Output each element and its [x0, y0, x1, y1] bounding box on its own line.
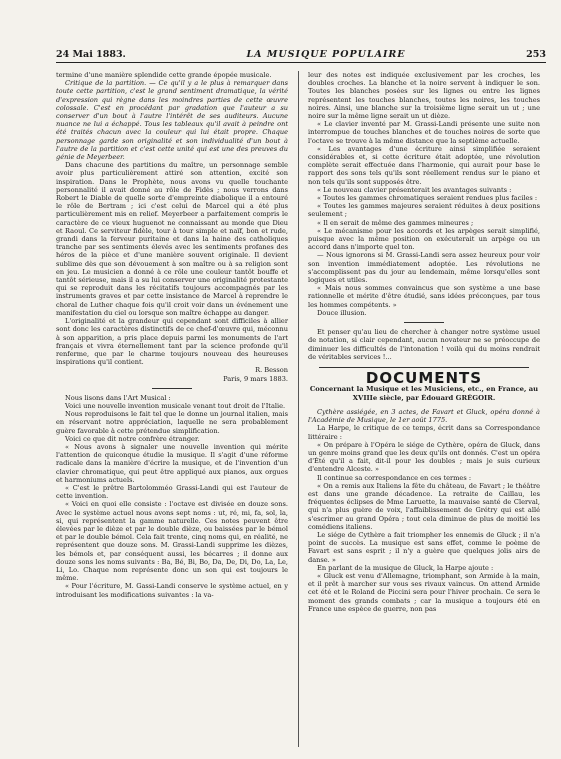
- left-paragraph: « C'est le prêtre Bartolomméo Grassi-Landi qui est l'auteur de cette invention.: [56, 483, 288, 501]
- separator-rule: [152, 388, 192, 389]
- left-paragraph: « Voici en quoi elle consiste : l'octave est divisée en douze sons. Avec le système actuel nous avons sept noms : ut, ré, mi, fa, sol, la, si, qui représentent la gamme naturelle. Ces notes peuvent être élevées par le dièze et par le double dièze, ou baissées par le bémol et par le double bémol. Cela fait trente, cinq noms qui, en réalité, ne représentent que douze sons. M. Grassi-Landi supprime les dièzes, les bémols et, par conséquent aussi, les bécarres ; il donne aux douze sons les noms suivants : Ba, Bé, Bi, Bo, Da, De, Di, Do, La, Le, Li, Lo. Chaque nom représente donc un son qui est toujours le même.: [56, 500, 288, 583]
- left-paragraph: « Nous avons à signaler une nouvelle invention qui mérite l'attention de quiconque étudie la musique. Il s'agit d'une réforme radicale dans la manière d'écrire la musique, et de l'invention d'un clavier chromatique, qui peut être appliqué aux pianos, aux orgues et harmoniums actuels.: [56, 442, 288, 484]
- left-paragraph: Dans chacune des partitions du maître, un personnage semble avoir plus particulièrement attiré son attention, excité son inspiration. Dans le Prophète, nous avons vu quelle touchante personnalité il avait donné au rôle de Fidès ; nous verrons dans Robert le Diable de quelle sorte d'empreinte diabolique il a entouré le rôle de Bertram ; ici c'est celui de Marcel qui a été plus particulièrement mis en relief. Meyerbeer a parfaitement compris le caractère de ce vieux huguenot ne connaissant au monde que Dieu et Raoul. Ce serviteur fidèle, tour à tour simple et naïf, bon et rude, grandi dans la ferveur puritaine et dans la haine des catholiques tranche par ses sentiments élevés avec les sentiments profanes des héros de la pièce et d'une manière souvent originale. Il devient sublime dès que son dévouement à son maître ou à sa religion sont en jeu. Le musicien a donné à ce rôle une couleur tantôt bouffe et tantôt sérieuse, mais il a su lui conserver une originalité protestante qui se reproduit dans les récitatifs toujours accompagnés par les instruments graves et par cette insistance de Marcel à reprendre le choral de Luther chaque fois qu'il croit voir dans un événement une manifestation du ciel ou lorsque son maître échappe au danger.: [56, 161, 288, 317]
- right-paragraph: « Le nouveau clavier présenterait les avantages suivants :: [317, 185, 512, 194]
- section-rule: [319, 367, 529, 368]
- left-paragraph: Nous lisons dans l'Art Musical :: [65, 393, 171, 402]
- right-paragraph: « Le mécanisme pour les accords et les arpèges serait simplifié, puisque avec la même position on exécuterait un arpège ou un accord dans n'importe quel ton.: [308, 226, 540, 252]
- right-paragraph: La Harpe, le critique de ce temps, écrit dans sa Correspondance littéraire :: [308, 424, 540, 441]
- left-paragraph: termine d'une manière splendide cette grande épopée musicale.: [56, 71, 272, 79]
- right-paragraph: « Gluck est venu d'Allemagne, triomphant, son Armide à la main, et il prêt à marcher sur vous ses rivaux vaincus. On attend Armide cet été et le Roland de Piccini sera pour l'hiver prochain. Ce sera le moment des grands combats ; car la musique a toujours été en France une espèce de guerre, non pas: [308, 571, 540, 613]
- column-divider: [298, 71, 299, 747]
- right-paragraph: « Il en serait de même des gammes mineures ;: [317, 218, 474, 227]
- left-paragraph: « Pour l'écriture, M. Gassi-Landi conserve le système actuel, en y introduisant les modifications suivantes : la va-: [56, 582, 288, 599]
- right-paragraph: « Les avantages d'une écriture ainsi simplifiée seraient considérables et, si cette écriture était adoptée, une révolution complète serait effectuée dans l'harmonie, qui aurait pour base le rapport des sons tels qu'ils sont réellement rendus sur le piano et non tels qu'ils sont supposés être.: [308, 144, 540, 186]
- left-paragraph: Voici une nouvelle invention musicale venant tout droit de l'Italie.: [65, 401, 286, 410]
- right-paragraph: Cythère assiégée, en 3 actes, de Favart et Gluck, opéra donné à l'Académie de Musique, le 1er août 1775.: [308, 407, 540, 425]
- newspaper-page: [56, 42, 546, 747]
- left-paragraph: Nous reproduisons le fait tel que le donne un journal italien, mais en réservant notre appréciation, laquelle ne sera probablement guère favorable à cette prétendue simplification.: [56, 410, 288, 435]
- right-paragraph: Et penser qu'au lieu de chercher à changer notre système usuel de notation, si clair cependant, aucun novateur ne se préoccupe de diminuer les difficultés de l'intonation ! voilà qui du moins rendrait de véritables services !...: [308, 328, 540, 361]
- right-paragraph: « Mais nous sommes convaincus que son système a une base rationnelle et mérite d'être étudié, sans idées préconçues, par tous les hommes compétents. »: [308, 284, 540, 309]
- left-paragraph: Voici ce que dit notre confrère étranger.: [65, 434, 200, 443]
- right-column: [308, 71, 540, 613]
- right-paragraph: « On a remis aux Italiens la fête du château, de Favart ; le théâtre est dans une grande décadence. La retraite de Caillau, les fréquentes éclipses de Mme Laruette, la mauvaise santé de Clerval, qui n'a plus guère de voix, l'affaiblissement de Grétry qui est allé s'escrimer au grand Opéra ; tout cela diminue de plus de moitié les comédiens italiens.: [308, 481, 540, 531]
- author-signature: R. Besson: [255, 366, 288, 375]
- header-rule: [56, 62, 546, 63]
- documents-subtitle: Concernant la Musique et les Musiciens, etc., en France, au XVIIIe siècle, par Édouard GRÉGOIR.: [309, 385, 539, 402]
- header-date: 24 Mai 1883.: [56, 49, 126, 60]
- right-paragraph: « Le clavier inventé par M. Grassi-Landi présente une suite non interrompue de touches blanches et de touches noires de sorte que l'octave se trouve à la même distance que la septième actuelle.: [308, 120, 540, 145]
- page-header: [56, 42, 546, 60]
- right-paragraph: En parlant de la musique de Gluck, la Harpe ajoute :: [317, 563, 494, 572]
- right-paragraph: — Nous ignorons si M. Grassi-Landi sera assez heureux pour voir son invention immédiatement adoptée. Les révolutions ne s'accomplissent pas du jour au lendemain, même lorsqu'elles sont logiques et utiles.: [308, 251, 540, 285]
- left-paragraph: Critique de la partition. — Ce qu'il y a le plus à remarquer dans toute cette partition, c'est le grand sentiment dramatique, la vérité d'expression qui règne dans les moindres parties de cette œuvre colossale. C'est en procédant par gradation que l'auteur a su conserver d'un bout à l'autre l'intérêt de ses auditeurs. Aucune nuance ne lui a échappé. Tous les tableaux qu'il avait à peindre ont été traités chacun avec la couleur qui lui était propre. Chaque personnage garde son originalité et son individualité d'un bout à l'autre de la partition et c'est cette unité qui est une des preuves du génie de Meyerbeer.: [56, 79, 288, 162]
- right-paragraph: leur des notes est indiquée exclusivement par les croches, les doubles croches. La blanche et la noire servent à indiquer le son. Toutes les blanches posées sur les lignes ou entre les lignes représentent les touches blanches, toutes les noires, les touches noires. Ainsi, une blanche sur la troisième ligne serait un ut ; une noire sur la même ligne serait un ut dièze.: [308, 71, 540, 121]
- left-paragraph: L'originalité et la grandeur qui cependant sont difficiles à allier sont donc les caractères distinctifs de ce chef-d'œuvre qui, méconnu à son apparition, a pris place depuis parmi les monuments de l'art français et vivra éternellement tant par la science profonde qu'il renferme, que par le charme toujours nouveau des heureuses inspirations qu'il contient.: [56, 317, 288, 367]
- right-paragraph: « Toutes les gammes chromatiques seraient rendues plus faciles :: [317, 194, 538, 203]
- right-paragraph: « On prépare à l'Opéra le siége de Cythère, opéra de Gluck, dans un genre moins grand que les deux qu'ils ont donnés. C'est un opéra d'Été qu'il a fait, dit-il pour les doubles ; mais je suis curieux d'entendre Alceste. »: [308, 440, 540, 474]
- right-paragraph: Le siége de Cythère a fait triompher les ennemis de Gluck ; il n'a point de succès. La musique est sans effet, comme le poème de Favart est sans esprit ; il n'y a guère que quelques jolis airs de danse. »: [308, 530, 540, 564]
- page-number: 253: [526, 49, 546, 60]
- documents-heading: DOCUMENTS: [365, 368, 483, 387]
- right-paragraph: Il continue sa correspondance en ces termes :: [317, 473, 472, 482]
- separator-rule: [404, 322, 444, 323]
- signature-place-date: Paris, 9 mars 1883.: [223, 374, 288, 383]
- left-column: [56, 71, 288, 599]
- right-paragraph: Douce illusion.: [317, 308, 367, 317]
- publication-title: LA MUSIQUE POPULAIRE: [246, 49, 406, 60]
- right-paragraph: « Toutes les gammes majeures seraient réduites à deux positions seulement ;: [308, 202, 540, 219]
